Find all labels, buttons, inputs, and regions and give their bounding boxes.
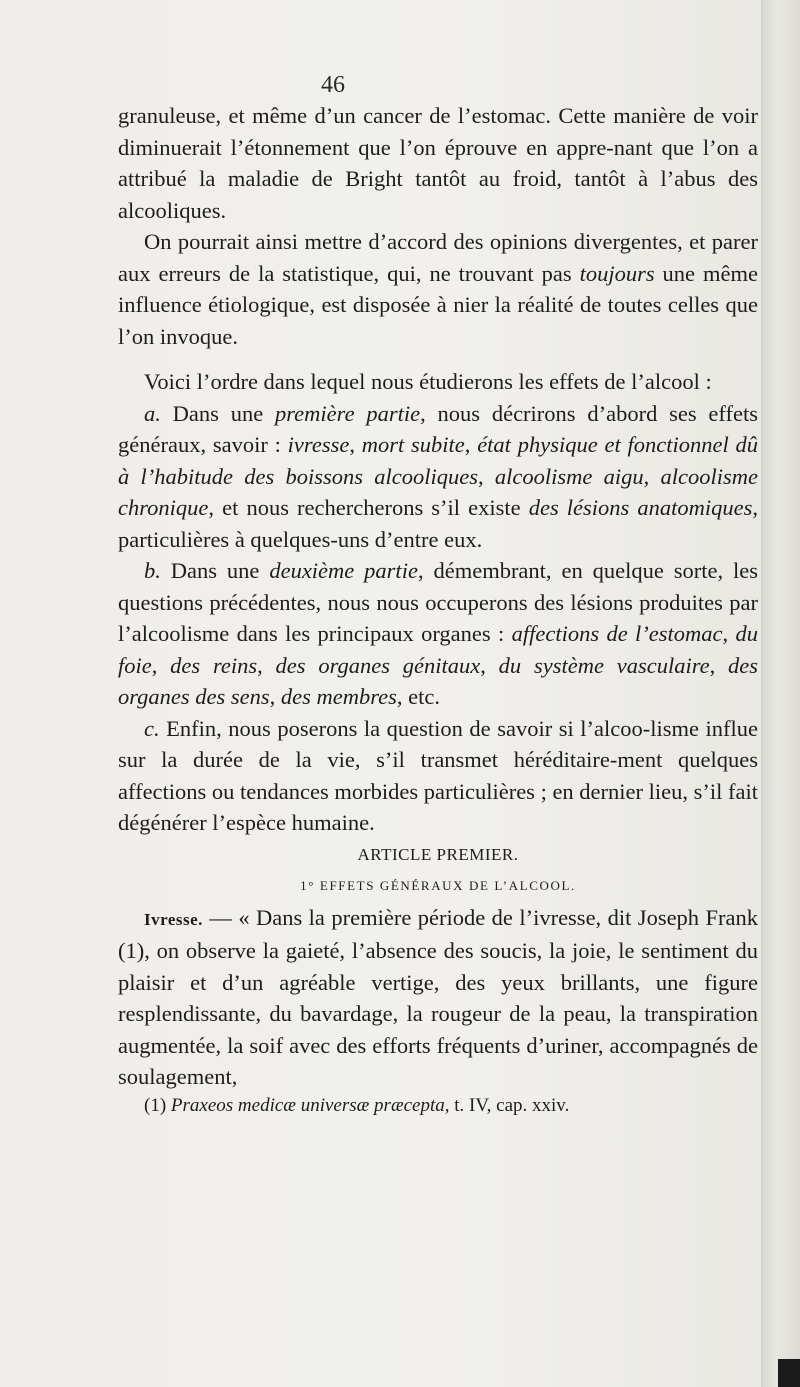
p4-italic-5: état physique et fonctionnel dû à l’habitude des boissons alcooliques	[118, 432, 758, 489]
p4-text-4: ,	[464, 432, 478, 457]
p5-italic-2: deuxième partie	[269, 558, 418, 583]
p5-text-6: ,	[480, 652, 499, 678]
p4-text-8: , particulières à quelques-uns d’entre eux.	[118, 495, 758, 552]
runin-heading: Ivresse.	[144, 909, 203, 929]
article-title: ARTICLE PREMIER.	[357, 844, 519, 864]
paragraph-1	[118, 100, 758, 226]
p5-italic-1: b.	[144, 558, 161, 583]
body-text	[118, 100, 758, 1119]
footnote	[118, 1093, 758, 1119]
p5-italic-9: des membres	[280, 684, 397, 709]
p4-italic-6: alcoolisme aigu	[494, 463, 644, 489]
p5-italic-8: des organes des sens	[118, 652, 759, 709]
p1-text: granuleuse, et même d’un cancer de l’estomac. Cette manière de voir diminuerait l’étonnement que l’on éprouve en appre-nant que l’on a attribué la maladie de Bright tantôt au froid, tantôt à l’abus des alcooliques.	[118, 103, 758, 223]
p5-italic-5: des reins	[170, 652, 258, 678]
p2-italic-1: toujours	[579, 260, 655, 286]
p5-italic-6: des organes génitaux	[275, 652, 481, 678]
p6-italic-1: c.	[144, 715, 160, 741]
p5-text-8: ,	[269, 684, 281, 709]
p4-text-2: , nous décrirons d’abord ses effets généraux, savoir :	[118, 400, 758, 457]
p5-text-9: , etc.	[396, 684, 441, 709]
paragraph-4	[118, 398, 758, 556]
p4-text-1: Dans une	[160, 400, 275, 426]
p4-italic-8: des lésions anatomiques	[528, 495, 753, 520]
paragraph-5	[118, 555, 758, 713]
p5-italic-7: du système vasculaire	[498, 652, 710, 678]
p6-text-1: Enfin, nous poserons la question de savoir si l’alcoo-lisme influe sur la durée de la vie, s’il transmet héréditaire-ment quelques affections ou tendances morbides particulières ; en dernier lieu, s’il fait dégénérer l’espèce humaine.	[118, 715, 758, 835]
p5-text-5: ,	[257, 652, 276, 678]
p5-text-1: Dans une	[160, 558, 270, 583]
p4-italic-3: ivresse	[287, 432, 350, 457]
footnote-mark: (1)	[144, 1094, 171, 1116]
scan-edge-mark	[778, 1359, 800, 1387]
p4-italic-7: alcoolisme chronique	[118, 463, 759, 520]
adjacent-page-edge	[761, 0, 800, 1387]
page-number: 46	[321, 72, 345, 98]
p5-italic-3: affections de l’estomac	[511, 621, 723, 646]
p5-text-4: ,	[151, 652, 171, 678]
paragraph-7	[118, 902, 758, 1093]
p2-text-2: une même influence étiologique, est disposée à nier la réalité de toutes celles que l’on invoque.	[118, 260, 758, 349]
p4-text-6: ,	[643, 463, 661, 489]
p4-text-3: ,	[349, 432, 362, 457]
p4-italic-4: mort subite	[361, 432, 465, 457]
p4-italic-2: première partie	[275, 400, 421, 426]
paragraph-6	[118, 713, 758, 839]
p5-text-7: ,	[709, 652, 729, 678]
p7-text-1: — « Dans la première période de l’ivresse, dit Joseph Frank (1), on observe la gaieté, l’absence des soucis, la joie, le sentiment du plaisir et d’un agréable vertige, des yeux brillants, une figure resplendissante, du bavardage, la rougeur de la peau, la transpiration augmentée, la soif avec des efforts fréquents d’uriner, accompagnés de soulagement,	[118, 904, 758, 1089]
p4-text-5: ,	[478, 463, 495, 489]
p4-text-7: , et nous rechercherons s’il existe	[208, 495, 529, 520]
p4-italic-1: a.	[144, 400, 161, 426]
p3-text: Voici l’ordre dans lequel nous étudierons les effets de l’alcool :	[144, 369, 712, 394]
section-title: 1° EFFETS GÉNÉRAUX DE L’ALCOOL.	[300, 878, 576, 893]
p2-text-1: On pourrait ainsi mettre d’accord des opinions divergentes, et parer aux erreurs de la statistique, qui, ne trouvant pas	[118, 229, 758, 286]
paragraph-2	[118, 226, 758, 352]
p5-italic-4: du foie	[118, 621, 758, 678]
paragraph-3	[118, 366, 758, 398]
p5-text-2: , démembrant, en quelque sorte, les questions précédentes, nous nous occuperons des lésions produites par l’alcoolisme dans les principaux organes :	[118, 558, 758, 646]
footnote-italic: Praxeos medicæ universæ præcepta	[170, 1094, 445, 1116]
paragraph-gap	[118, 352, 758, 366]
p5-text-3: ,	[722, 621, 736, 646]
footnote-text: , t. IV, cap. xxiv.	[444, 1094, 570, 1116]
